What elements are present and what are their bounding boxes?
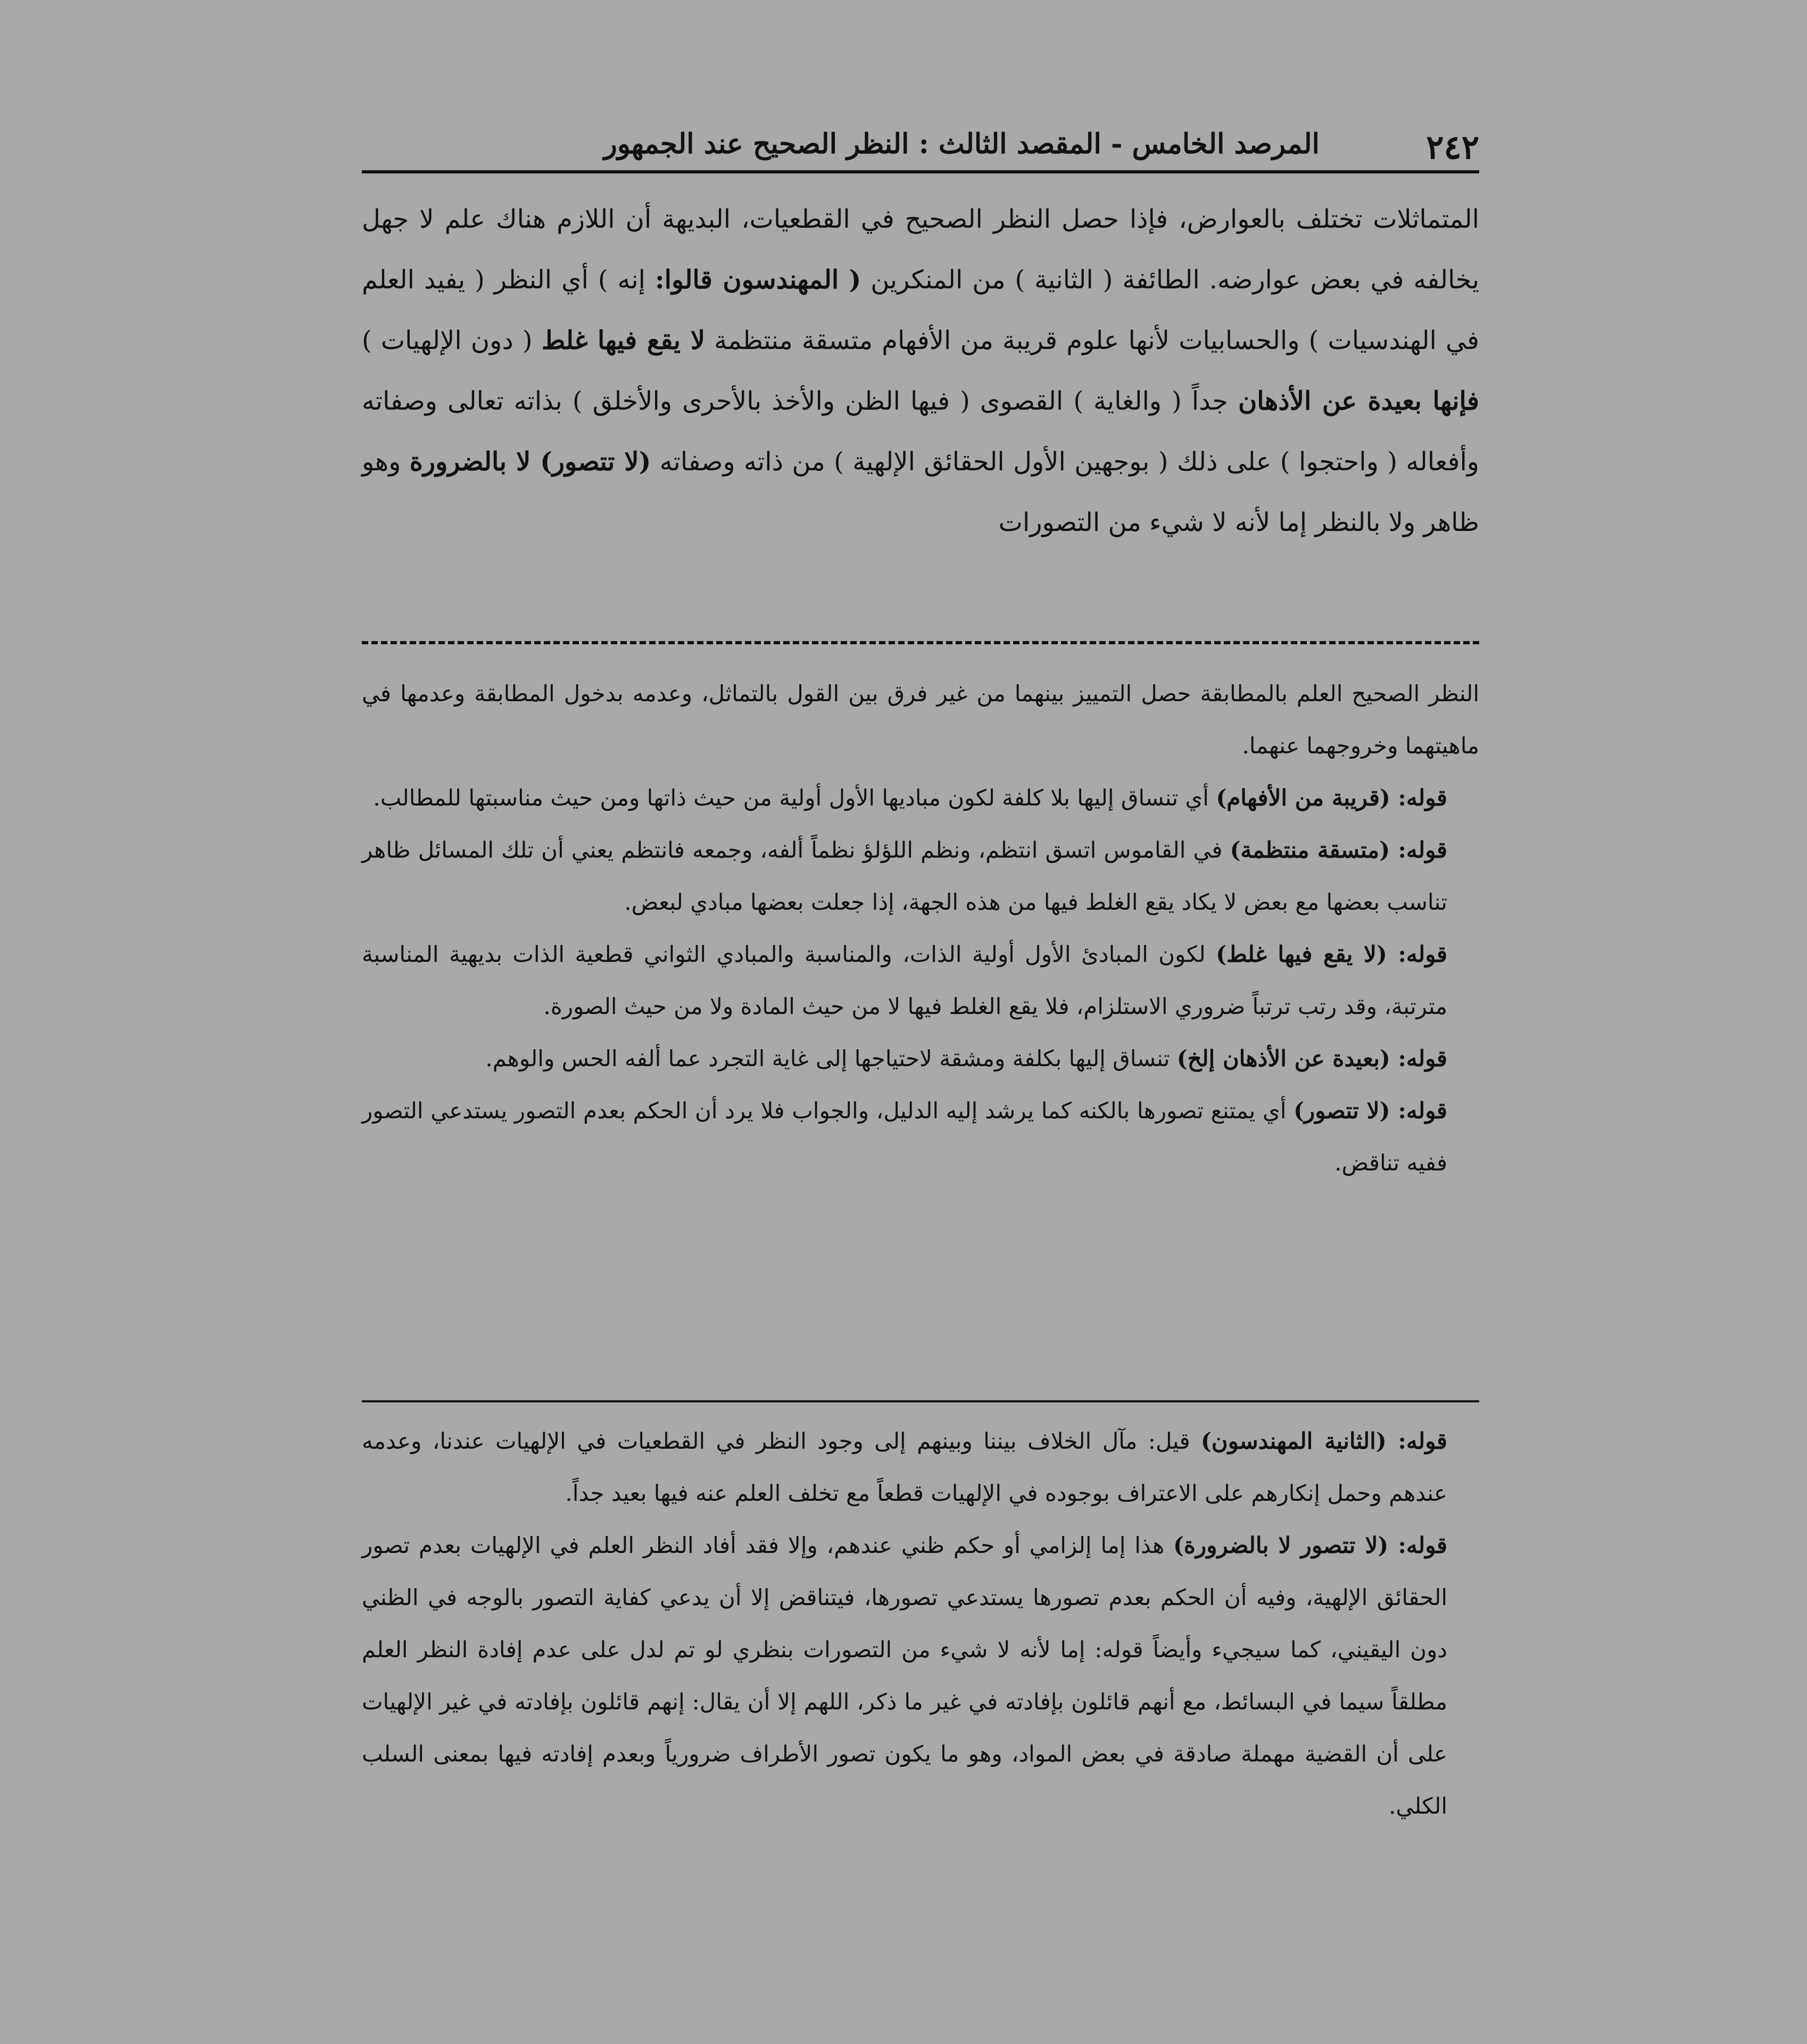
commentary-text: أي تنساق إليها بلا كلفة لكون مباديها الأول أولية من حيث ذاتها ومن حيث مناسبتها للمطالب. bbox=[373, 785, 1209, 811]
commentary-paragraph bbox=[362, 1085, 1479, 1189]
footnotes bbox=[362, 1415, 1479, 1832]
commentary-text: النظر الصحيح العلم بالمطابقة حصل التمييز بينهما من غير فرق بين القول بالتماثل، وعدمه بدخول المطابقة وعدمها في ماهيتهما وخروجهما عنهما. bbox=[362, 680, 1479, 759]
dashed-separator bbox=[362, 641, 1479, 644]
main-text-segment: ( دون الإلهيات ) bbox=[362, 326, 533, 355]
footnote-text: قيل: مآل الخلاف بيننا وبينهم إلى وجود النظر في القطعيات في الإلهيات عندنا، وعدمه عندهم وحمل إنكارهم على الاعتراف بوجوده في الإلهيات قطعاً مع تخلف العلم عنه فيها بعيد جداً. bbox=[362, 1428, 1447, 1506]
commentary-text: لكون المبادئ الأول أولية الذات، والمناسبة والمبادي الثواني قطعية الذات بديهية المناسبة مترتبة، وقد رتب ترتباً ضروري الاستلزام، فلا يقع الغلط فيها لا من حيث المادة ولا من حيث الصورة. bbox=[362, 941, 1447, 1019]
main-text-segment: وهو ظاهر ولا بالنظر إما لأنه لا شيء من التصورات bbox=[362, 447, 1479, 537]
commentary-lead: قوله: (لا تتصور) bbox=[1294, 1098, 1447, 1124]
main-text bbox=[362, 189, 1479, 553]
main-text-segment: المتماثلات تختلف بالعوارض، bbox=[1179, 204, 1480, 234]
main-text-bold: ( المهندسون قالوا: bbox=[654, 265, 861, 295]
commentary-lead: قوله: (لا يقع فيها غلط) bbox=[1216, 941, 1447, 967]
commentary-lead: قوله: (متسقة منتظمة) bbox=[1230, 837, 1447, 863]
main-text-bold: لا يقع فيها غلط bbox=[541, 326, 706, 355]
main-text-bold: فإنها بعيدة عن الأذهان bbox=[1238, 386, 1480, 416]
commentary-paragraph bbox=[362, 772, 1479, 824]
footnote-paragraph bbox=[362, 1415, 1479, 1519]
running-title: المرصد الخامس - المقصد الثالث : النظر الصحيح عند الجمهور bbox=[603, 128, 1320, 160]
commentary-paragraph bbox=[362, 824, 1479, 928]
main-text-segment: فإذا حصل النظر الصحيح في القطعيات، البديهة أن اللازم هناك علم لا جهل يخالفه في بعض عوارضه. الطائفة ( الثانية ) من المنكرين bbox=[362, 204, 1479, 295]
page-number: ٢٤٢ bbox=[1426, 128, 1479, 167]
main-paragraph bbox=[362, 189, 1479, 553]
commentary-paragraph bbox=[362, 668, 1479, 772]
footnote-lead: قوله: (لا تتصور لا بالضرورة) bbox=[1173, 1532, 1447, 1558]
commentary-lead: قوله: (بعيدة عن الأذهان إلخ) bbox=[1176, 1045, 1447, 1071]
commentary-text: أي يمتنع تصورها بالكنه كما يرشد إليه الدليل، والجواب فلا يرد أن الحكم بعدم التصور يستدعي التصور ففيه تناقض. bbox=[362, 1098, 1447, 1176]
commentary-text: تنساق إليها بكلفة ومشقة لاحتياجها إلى غاية التجرد عما ألفه الحس والوهم. bbox=[485, 1045, 1170, 1071]
footnote-text: هذا إما إلزامي أو حكم ظني عندهم، وإلا فقد أفاد النظر العلم في الإلهيات بعدم تصور الحقائق الإلهية، وفيه أن الحكم بعدم تصورها يستدعي تصورها، فيتناقض إلا أن يدعي كفاية التصور بالوجه في الظني دون اليقيني، كما سيجيء وأيضاً قوله: إما لأنه لا شيء من التصورات بنظري لو تم لدل على عدم إفادة النظر العلم مطلقاً سيما في البسائط، مع أنهم قائلون بإفادته في غير ما ذكر، اللهم إلا أن يقال: إنهم قائلون بإفادته في غير الإلهيات على أن القضية مهملة صادقة في بعض المواد، وهو ما يكون تصور الأطراف ضرورياً وبعدم إفادته فيها بمعنى السلب الكلي. bbox=[362, 1532, 1447, 1819]
main-text-segment: إنه ) أي النظر ( يفيد العلم في الهندسيات ) والحسابيات لأنها علوم قريبة من الأفهام متسقة منتظمة bbox=[362, 265, 1479, 355]
commentary-paragraph bbox=[362, 1033, 1479, 1085]
commentary-text: في القاموس اتسق انتظم، ونظم اللؤلؤ نظماً ألفه، وجمعه فانتظم يعني أن تلك المسائل ظاهر تناسب بعضها مع بعض لا يكاد يقع الغلط فيها من هذه الجهة، إذا جعلت بعضها مبادي لبعض. bbox=[362, 837, 1447, 915]
commentary-paragraph bbox=[362, 928, 1479, 1033]
solid-separator bbox=[362, 1400, 1479, 1402]
header-rule bbox=[362, 170, 1479, 173]
main-text-bold: (لا تتصور) لا بالضرورة bbox=[409, 447, 651, 477]
main-text-segment: جداً ( والغاية ) القصوى ( فيها الظن والأخذ بالأحرى والأخلق ) بذاته تعالى وصفاته وأفعاله ( واحتجوا ) على ذلك ( بوجهين الأول الحقائق الإلهية ) من ذاته وصفاته bbox=[362, 386, 1479, 477]
page-header bbox=[362, 117, 1479, 176]
footnote-lead: قوله: (الثانية المهندسون) bbox=[1200, 1428, 1447, 1454]
footnote-paragraph bbox=[362, 1519, 1479, 1832]
commentary-lead: قوله: (قريبة من الأفهام) bbox=[1216, 785, 1447, 811]
book-page bbox=[362, 117, 1479, 1937]
commentary bbox=[362, 668, 1479, 1189]
